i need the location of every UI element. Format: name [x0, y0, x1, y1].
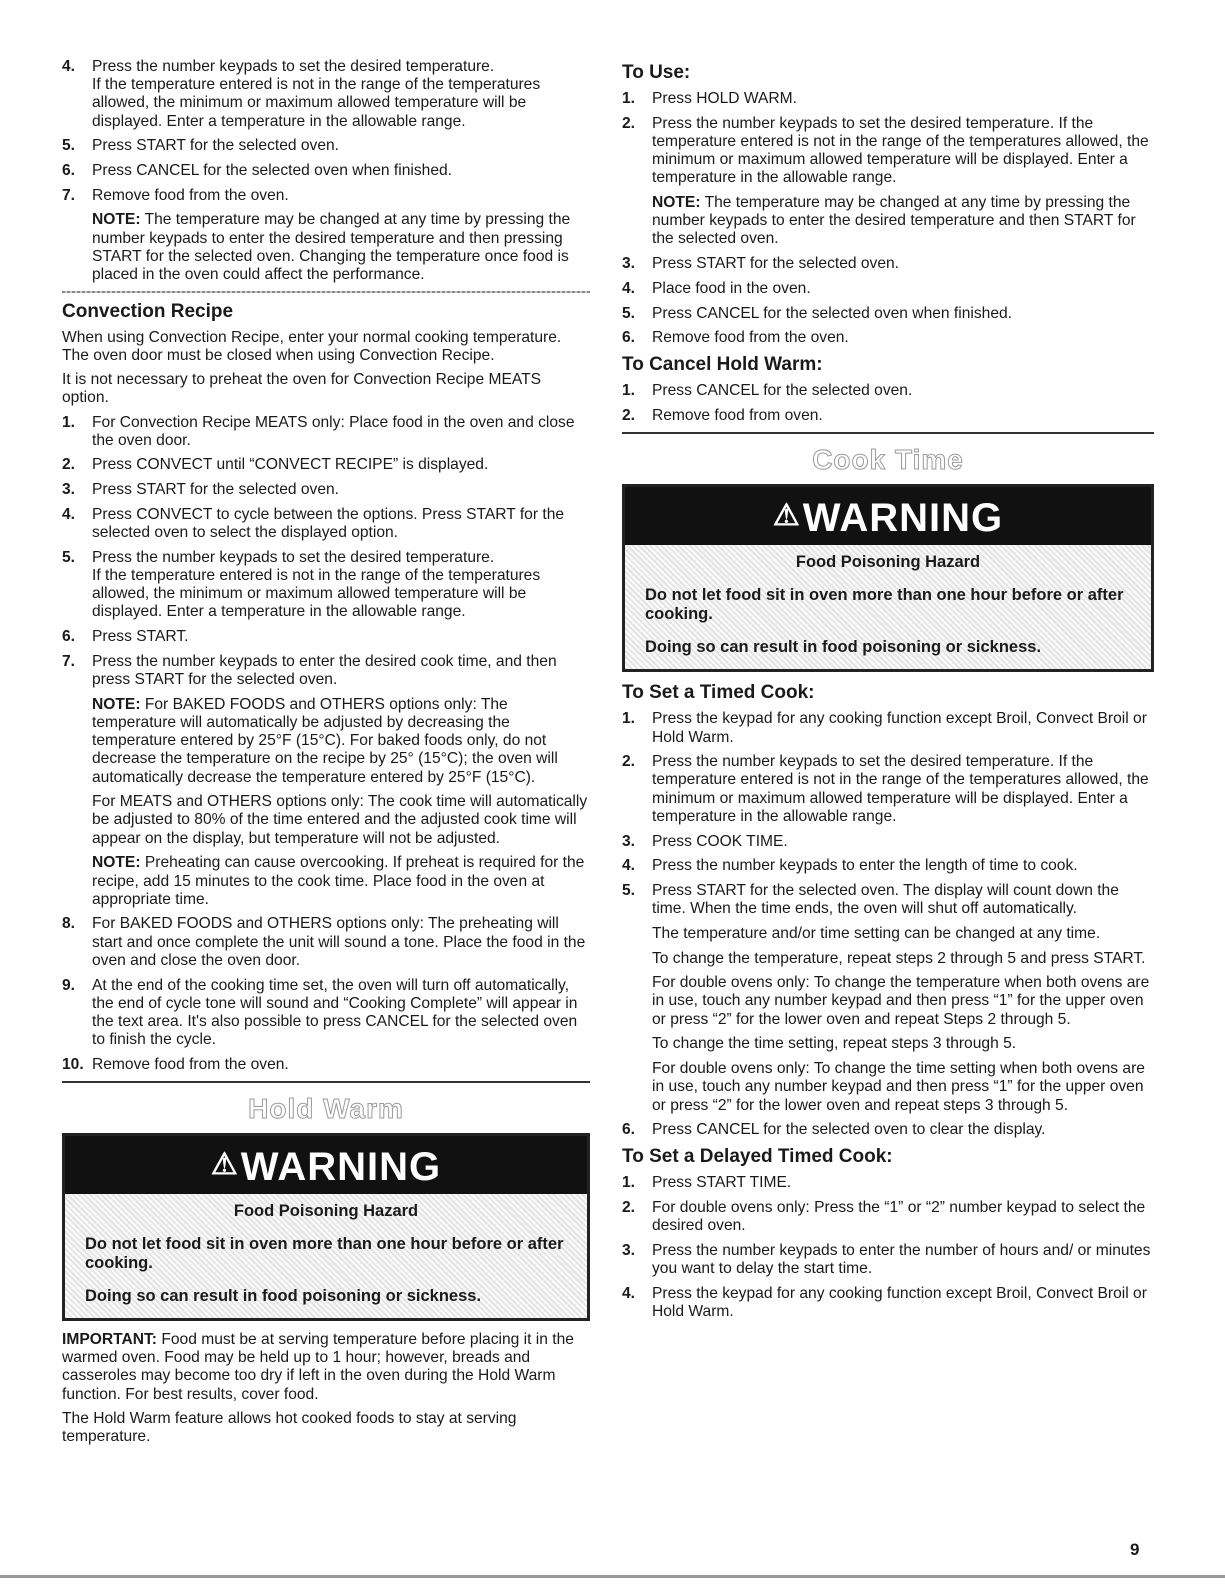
list-item: 3. Press the number keypads to enter the number of hours and/ or minutes you want to delay the start time. — [622, 1242, 1151, 1278]
list-item: 7. Remove food from the oven. NOTE: The temperature may be changed at any time by pressing the number keypads to enter the desired temperature and then pressing START for the selected oven. Changing the temperature once food is placed in the oven could affect the performance. — [62, 186, 571, 284]
list-item: 1. Press HOLD WARM. — [622, 90, 797, 107]
section-divider — [62, 1081, 590, 1083]
hazard-title: Food Poisoning Hazard — [233, 1201, 419, 1220]
list-item: 4. Place food in the oven. — [622, 279, 811, 297]
steps-continued — [62, 58, 590, 284]
list-item: 2. Remove food from oven. — [622, 407, 823, 425]
delayed-cook-heading: To Set a Delayed Timed Cook: — [622, 1146, 893, 1168]
list-item: 10. Remove food from the oven. — [62, 1055, 289, 1073]
warning-triangle-icon: ⚠ — [210, 1147, 239, 1181]
section-divider — [622, 432, 1154, 434]
cook-time-title: Cook Time — [812, 443, 964, 475]
list-item: 2. For double ovens only: Press the “1” or “2” number keypad to select the desired oven. — [622, 1199, 1146, 1235]
timed-cook-steps — [622, 710, 1154, 1139]
warning-line: Do not let food sit in oven more than one hour before or after cooking. — [85, 1234, 564, 1273]
cancel-hold-steps — [622, 382, 1154, 425]
left-column — [62, 58, 590, 1452]
list-item: 6. Press START. — [62, 628, 189, 646]
timed-cook-heading: To Set a Timed Cook: — [622, 682, 815, 704]
list-item: 9. At the end of the cooking time set, the oven will turn off automatically, the end of cycle tone will sound and “Cooking Complete” will appear in the text area. It's also possible to press CANCEL for the selected oven to finish the cycle. — [62, 976, 578, 1049]
list-item: 5. Press START for the selected oven. — [62, 137, 340, 155]
list-item: 2. Press CONVECT until “CONVECT RECIPE” is displayed. — [62, 456, 489, 474]
warning-header: ⚠WARNING — [65, 1136, 587, 1194]
list-item: 5. Press START for the selected oven. The display will count down the time. When the time ends, the oven will shut off automatically. The temperature and/or time setting can be changed at any time. To change the temperature, repeat steps 2 through 5 and press START. For double ovens only: To change the temperature when both ovens are in use, touch any number keypad and then press “1” for the upper oven or press “2” for the lower oven and repeat Steps 2 through 5. To change the time setting, repeat steps 3 through 5. For double ovens only: To change the time setting when both ovens are in use, touch any number keypad and then press “1” for the upper oven or press “2” for the lower oven and repeat steps 3 through 5. — [622, 881, 1150, 1114]
list-item: 3. Press START for the selected oven. — [622, 255, 900, 273]
warning-line: Doing so can result in food poisoning or sickness. — [85, 1286, 482, 1305]
section-divider — [62, 291, 590, 293]
warning-box — [62, 1133, 590, 1322]
cancel-hold-heading: To Cancel Hold Warm: — [622, 354, 823, 376]
list-item: 4. Press the number keypads to enter the length of time to cook. — [622, 857, 1078, 875]
list-item: 3. Press START for the selected oven. — [62, 481, 340, 499]
list-item: 2. Press the number keypads to set the desired temperature. If the temperature entered is not in the range of the temperatures allowed, the minimum or maximum allowed temperature will be displayed. Enter a temperature in the allowable range. NOTE: The temperature may be changed at any time by pressing the number keypads to enter the desired temperature and then START for the selected oven. — [622, 114, 1149, 248]
list-item: 6. Press CANCEL for the selected oven to clear the display. — [622, 1121, 1046, 1139]
to-use-steps — [622, 90, 1154, 347]
list-item: 1. Press START TIME. — [622, 1174, 792, 1192]
list-item: 2. Press the number keypads to set the desired temperature. If the temperature entered is not in the range of the temperatures allowed, the minimum or maximum allowed temperature will be displayed. Enter a temperature in the allowable range. — [622, 753, 1149, 825]
list-item: 6. Press CANCEL for the selected oven when finished. — [62, 162, 452, 180]
list-item: 1. For Convection Recipe MEATS only: Place food in the oven and close the oven door. — [62, 413, 575, 449]
list-item: 4. Press the number keypads to set the desired temperature. If the temperature entered is not in the range of the temperatures allowed, the minimum or maximum allowed temperature will be displayed. Enter a temperature in the allowable range. — [62, 58, 541, 130]
list-item: 4. Press CONVECT to cycle between the options. Press START for the selected oven to select the displayed option. — [62, 505, 565, 542]
convection-intro-2: It is not necessary to preheat the oven for Convection Recipe MEATS option. — [62, 371, 542, 407]
list-item: 1. Press the keypad for any cooking function except Broil, Convect Broil or Hold Warm. — [622, 710, 1147, 746]
warning-line: Do not let food sit in oven more than one hour before or after cooking. — [645, 585, 1124, 624]
convection-steps — [62, 414, 590, 1075]
hold-warm-title: Hold Warm — [248, 1092, 404, 1124]
to-use-heading: To Use: — [622, 62, 691, 83]
list-item: 5. Press the number keypads to set the desired temperature. If the temperature entered is not in the range of the temperatures allowed, the minimum or maximum allowed temperature will be displayed. Enter a temperature in the allowable range. — [62, 548, 541, 621]
right-column — [622, 58, 1154, 1328]
list-item: 6. Remove food from the oven. — [622, 329, 849, 347]
list-item: 3. Press COOK TIME. — [622, 832, 788, 850]
warning-triangle-icon: ⚠ — [772, 498, 801, 532]
list-item: 8. For BAKED FOODS and OTHERS options only: The preheating will start and once complete the unit will sound a tone. Place the food in the oven and close the oven door. — [62, 915, 586, 969]
warning-line: Doing so can result in food poisoning or sickness. — [645, 637, 1042, 656]
page-number: 9 — [1130, 1540, 1140, 1559]
list-item: 5. Press CANCEL for the selected oven when finished. — [622, 304, 1012, 322]
page-bottom-edge — [0, 1575, 1225, 1578]
convection-intro: When using Convection Recipe, enter your normal cooking temperature. The oven door must be closed when using Convection Recipe. — [62, 328, 562, 364]
important-note: IMPORTANT: Food must be at serving temperature before placing it in the warmed oven. Food may be held up to 1 hour; however, breads and casseroles may become too dry if left in the oven during the Hold Warm function. For best results, cover food. — [62, 1331, 574, 1403]
list-item: 1. Press CANCEL for the selected oven. — [622, 382, 913, 400]
warning-box — [622, 484, 1154, 673]
hold-warm-feature: The Hold Warm feature allows hot cooked foods to stay at serving temperature. — [62, 1409, 517, 1446]
convection-recipe-heading: Convection Recipe — [62, 300, 234, 322]
list-item: 7. Press the number keypads to enter the desired cook time, and then press START for the selected oven. NOTE: For BAKED FOODS and OTHERS options only: The temperature will automatically be adjusted by decreasing the temperature entered by 25°F (15°C). For baked foods only, do not decrease the temperature on the recipe by 25° (15°C); the oven will automatically decrease the temperature entered by 25°F (15°C). For MEATS and OTHERS options only: The cook time will automatically be adjusted to 80% of the time entered and the adjusted cook time will appear on the display, but temperature will not be adjusted. NOTE: Preheating can cause overcooking. If preheat is required for the recipe, add 15 minutes to the cook time. Place food in the oven at appropriate time. — [62, 652, 588, 908]
delayed-cook-steps — [622, 1174, 1154, 1321]
hazard-title: Food Poisoning Hazard — [795, 552, 981, 571]
warning-header: ⚠WARNING — [625, 487, 1151, 545]
list-item: 4. Press the keypad for any cooking function except Broil, Convect Broil or Hold Warm. — [622, 1284, 1147, 1321]
